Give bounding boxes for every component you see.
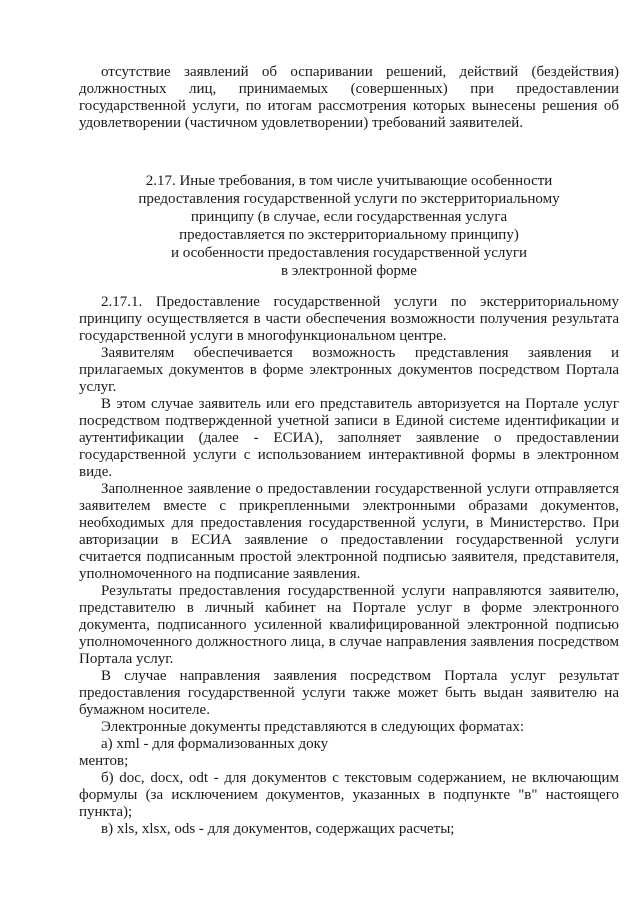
paragraph-paper-result: В случае направления заявления посредством Портала услуг результат предоставления государственной услуги также может быть выдан заявителю на бумажном носителе. (79, 668, 619, 718)
section-title-line: и особенности предоставления государственной услуги (170, 245, 528, 261)
section-title-line: принципу (в случае, если государственная услуга (190, 209, 508, 225)
section-title-line: в электронной форме (281, 263, 417, 279)
paragraph-electronic-submission: Заявителям обеспечивается возможность представления заявления и прилагаемых документов в форме электронных документов посредством Портала услуг. (79, 345, 619, 395)
section-title-line: предоставляется по экстерриториальному принципу) (179, 227, 519, 243)
format-item-a-continuation (79, 753, 619, 770)
paragraph-results: Результаты предоставления государственной услуги направляются заявителю, представителю в личный кабинет на Портале услуг в форме электронного документа, подписанного усиленной квалифицированной электронной подписью уполномоченного должностного лица, в случае направления заявления посредством Портала услуг. (79, 583, 619, 667)
section-title-line: предоставления государственной услуги по экстерриториальному (138, 191, 560, 207)
format-item-a (79, 736, 619, 753)
body-block (79, 294, 619, 838)
paragraph-esia-authorization: В этом случае заявитель или его представитель авторизуется на Портале услуг посредством подтвержденной учетной записи в Единой системе идентификации и аутентификации (далее - ЕСИА), заполняет заявление о предоставлении государственной услуги с использованием интерактивной формы в электронном виде. (79, 396, 619, 480)
format-item-v: в) xls, xlsx, ods - для документов, содержащих расчеты; (101, 821, 455, 837)
format-item-a-line: ментов; (79, 753, 129, 769)
paragraph-2-17-1: 2.17.1. Предоставление государственной услуги по экстерриториальному принципу осуществляется в части обеспечения возможности получения результата государственной услуги в многофункциональном центре. (79, 294, 619, 344)
paragraph-formats-intro: Электронные документы представляются в следующих форматах: (101, 719, 525, 735)
section-title-line: 2.17. Иные требования, в том числе учитывающие особенности (145, 173, 553, 189)
format-item-a-line: а) xml - для формализованных доку (101, 736, 329, 752)
paragraph-sent-application: Заполненное заявление о предоставлении государственной услуги отправляется заявителем вместе с прикрепленными электронными образами документов, необходимых для предоставления государственной услуги, в Министерство. При авторизации в ЕСИА заявление о предоставлении государственной услуги считается подписанным простой электронной подписью заявителя, представителя, уполномоченного на подписание заявления. (79, 481, 619, 582)
format-item-b: б) doc, docx, odt - для документов с текстовым содержанием, не включающим формулы (за исключением документов, указанных в подпункте "в" настоящего пункта); (79, 770, 619, 820)
section-title (79, 172, 619, 280)
intro-block (79, 64, 619, 132)
intro-paragraph: отсутствие заявлений об оспаривании решений, действий (бездействия) должностных лиц, принимаемых (совершенных) при предоставлении государственной услуги, по итогам рассмотрения которых вынесены решения об удовлетворении (частичном удовлетворении) требований заявителей. (79, 64, 619, 131)
